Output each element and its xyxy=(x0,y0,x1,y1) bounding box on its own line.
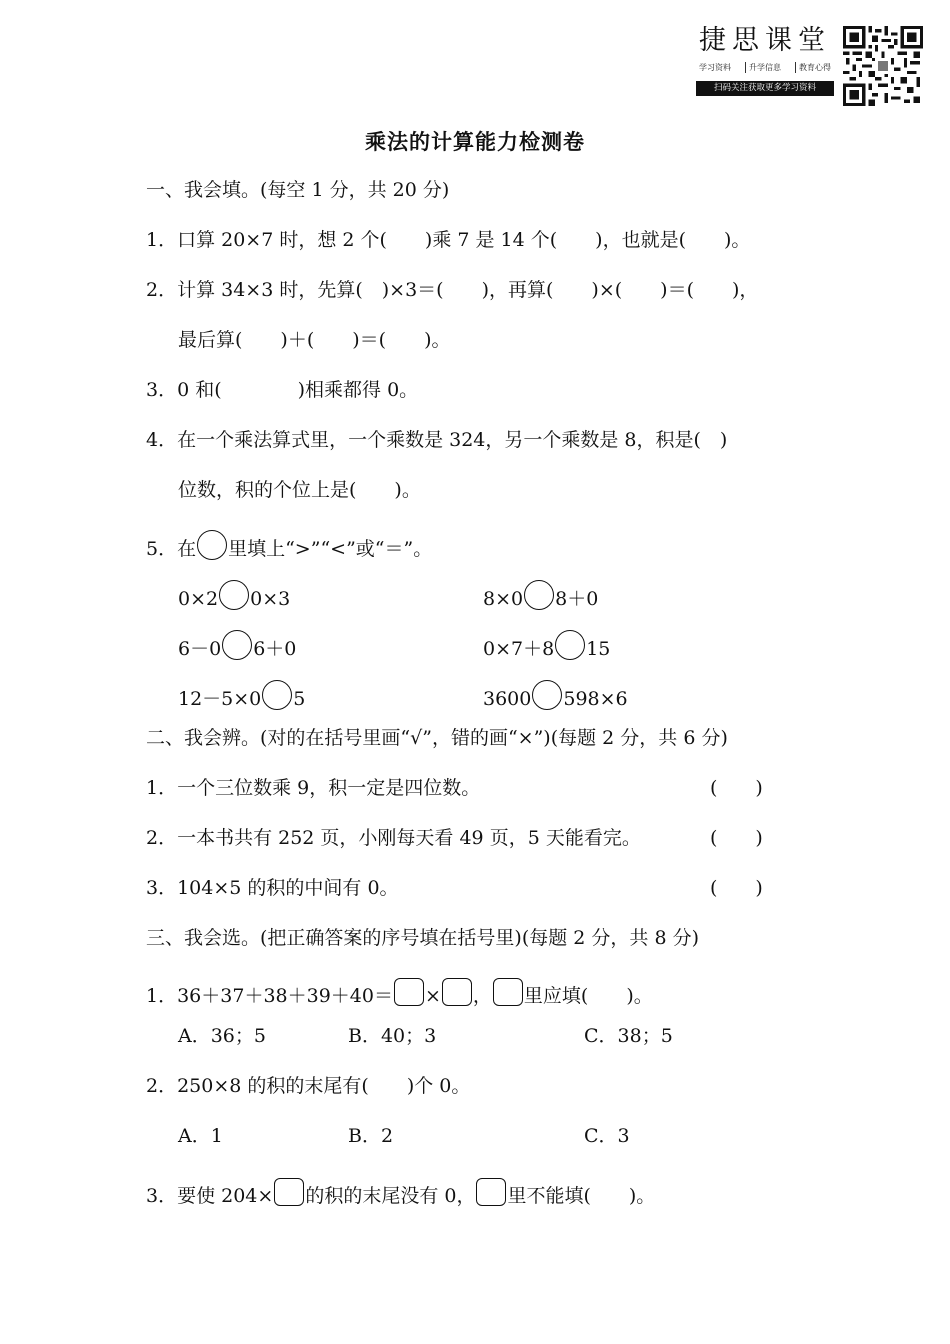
section1-heading: 一、我会填。(每空 1 分，共 20 分) xyxy=(146,179,450,201)
answer-circle[interactable] xyxy=(524,580,554,610)
compare-item xyxy=(483,580,598,611)
q1-suffix: 里应填( )。 xyxy=(523,985,653,1007)
brand-tag: 教育心得 xyxy=(795,62,834,73)
compare-item xyxy=(178,630,296,661)
option-b[interactable]: B．40；3 xyxy=(348,1025,437,1047)
compare-right: 5 xyxy=(293,688,306,710)
question-1-5 xyxy=(146,530,432,561)
answer-circle[interactable] xyxy=(262,680,292,710)
q5-suffix: 里填上“>”“<”或“＝”。 xyxy=(228,538,433,560)
brand-logo xyxy=(696,26,834,96)
choice-question-3 xyxy=(146,1178,655,1208)
brand-tags xyxy=(696,62,834,73)
brand-slogan: 扫码关注获取更多学习资料 xyxy=(696,81,834,96)
q5-prefix: 5．在 xyxy=(146,538,197,560)
compare-item xyxy=(178,680,305,711)
answer-paren[interactable]: ( ) xyxy=(710,777,763,799)
answer-box[interactable] xyxy=(394,978,424,1006)
question-1-4: 4．在一个乘法算式里，一个乘数是 324，另一个乘数是 8，积是( ) xyxy=(146,429,728,451)
judge-item-1: 1．一个三位数乘 9，积一定是四位数。 xyxy=(146,777,481,799)
compare-right: 15 xyxy=(586,638,611,660)
choice-question-2: 2．250×8 的积的末尾有( )个 0。 xyxy=(146,1075,471,1097)
option-a[interactable]: A．1 xyxy=(178,1125,223,1147)
question-1-2: 2．计算 34×3 时，先算( )×3＝( )，再算( )×( )＝( )， xyxy=(146,279,759,301)
answer-box xyxy=(493,978,523,1006)
answer-box xyxy=(476,1178,506,1206)
answer-paren[interactable]: ( ) xyxy=(710,827,763,849)
question-1-1: 1．口算 20×7 时，想 2 个( )乘 7 是 14 个( )，也就是( )。 xyxy=(146,229,751,251)
section2-heading: 二、我会辨。(对的在括号里画“√”，错的画“×”)(每题 2 分，共 6 分) xyxy=(146,727,728,749)
compare-item xyxy=(483,680,628,711)
brand-tag: 升学信息 xyxy=(745,62,784,73)
judge-item-3: 3．104×5 的积的中间有 0。 xyxy=(146,877,399,899)
brand-tag: 学习资料 xyxy=(699,63,731,72)
times-sign: × xyxy=(424,985,441,1007)
comma: ， xyxy=(472,985,492,1007)
compare-item xyxy=(178,580,290,611)
compare-left: 0×2 xyxy=(178,588,219,610)
answer-circle xyxy=(197,530,227,560)
answer-paren[interactable]: ( ) xyxy=(710,877,763,899)
question-1-2-cont: 最后算( )＋( )＝( )。 xyxy=(178,329,451,351)
compare-left: 0×7＋8 xyxy=(483,638,555,660)
answer-circle[interactable] xyxy=(222,630,252,660)
answer-circle[interactable] xyxy=(219,580,249,610)
q3-suffix: 里不能填( )。 xyxy=(507,1185,656,1207)
option-a[interactable]: A．36；5 xyxy=(178,1025,266,1047)
compare-right: 598×6 xyxy=(563,688,628,710)
brand-name: 捷思课堂 xyxy=(699,25,831,56)
section3-heading: 三、我会选。(把正确答案的序号填在括号里)(每题 2 分，共 8 分) xyxy=(146,927,699,949)
compare-right: 6＋0 xyxy=(253,638,297,660)
compare-right: 0×3 xyxy=(250,588,291,610)
question-1-3: 3．0 和( )相乘都得 0。 xyxy=(146,379,419,401)
answer-circle[interactable] xyxy=(555,630,585,660)
compare-right: 8＋0 xyxy=(555,588,599,610)
option-c[interactable]: C．38；5 xyxy=(584,1025,673,1047)
option-b[interactable]: B．2 xyxy=(348,1125,394,1147)
judge-item-2: 2．一本书共有 252 页，小刚每天看 49 页，5 天能看完。 xyxy=(146,827,641,849)
q1-prefix: 1．36＋37＋38＋39＋40＝ xyxy=(146,985,393,1007)
compare-left: 6－0 xyxy=(178,638,222,660)
q3-mid: 的积的末尾没有 0， xyxy=(305,1185,476,1207)
question-1-4-cont: 位数，积的个位上是( )。 xyxy=(178,479,421,501)
compare-left: 12－5×0 xyxy=(178,688,262,710)
compare-left: 3600 xyxy=(483,688,532,710)
q3-prefix: 3．要使 204× xyxy=(146,1185,274,1207)
answer-box[interactable] xyxy=(274,1178,304,1206)
page-title: 乘法的计算能力检测卷 xyxy=(365,130,585,154)
compare-left: 8×0 xyxy=(483,588,524,610)
compare-item xyxy=(483,630,610,661)
answer-circle[interactable] xyxy=(532,680,562,710)
option-c[interactable]: C．3 xyxy=(584,1125,630,1147)
choice-question-1 xyxy=(146,978,653,1008)
qr-code-icon xyxy=(843,26,923,106)
answer-box[interactable] xyxy=(442,978,472,1006)
